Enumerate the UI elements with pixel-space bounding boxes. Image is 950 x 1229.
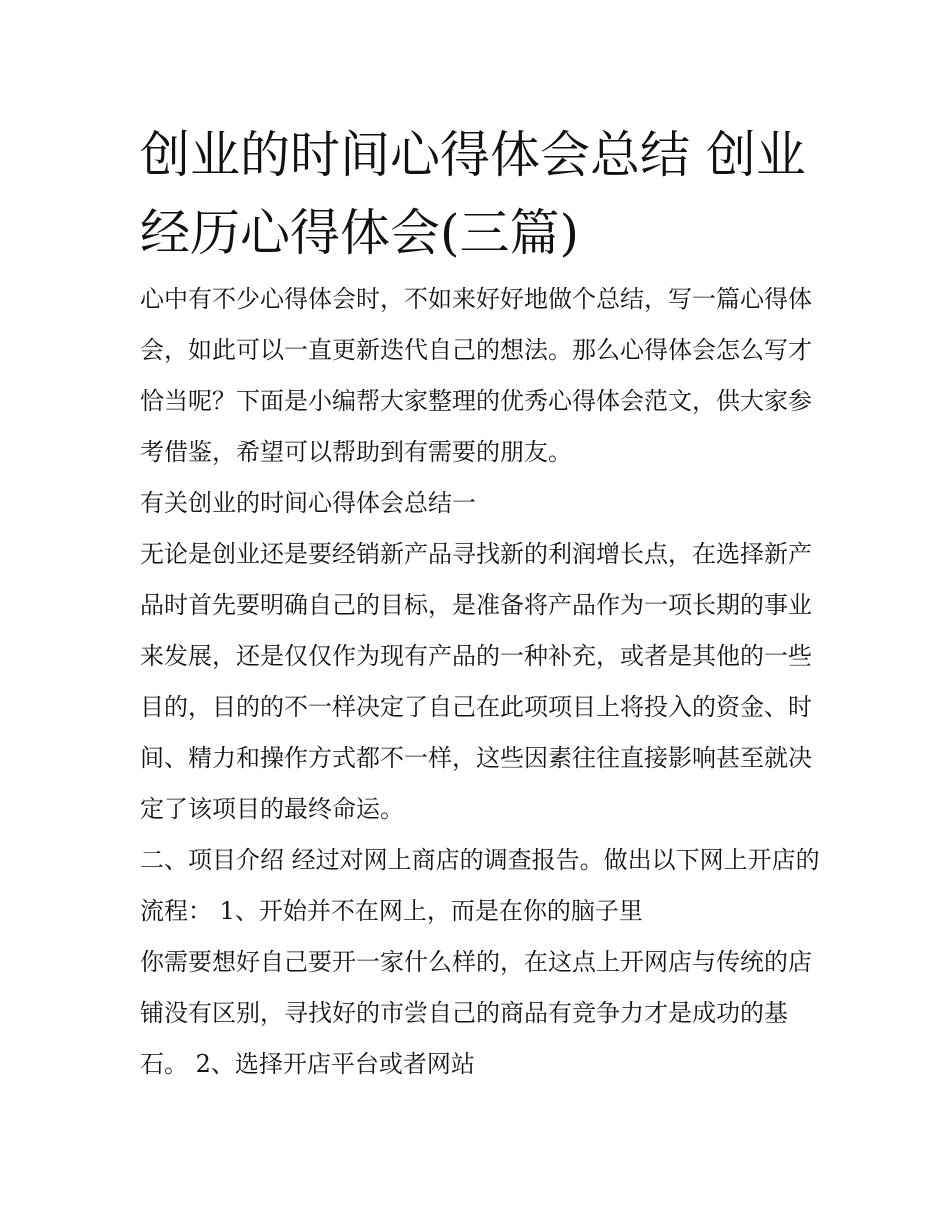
section-heading: 有关创业的时间心得体会总结一	[140, 489, 476, 517]
document-title: 创业的时间心得体会总结 创业经历心得体会(三篇)	[140, 126, 806, 262]
intro-paragraph: 心中有不少心得体会时，不如来好好地做个总结，写一篇心得体会，如此可以一直更新迭代自己的想法。那么心得体会怎么写才恰当呢？下面是小编帮大家整理的优秀心得体会范文，供大家参考借鉴，希望可以帮助到有需要的朋友。	[140, 285, 812, 466]
body-paragraph: 无论是创业还是要经销新产品寻找新的利润增长点，在选择新产品时首先要明确自己的目标，是准备将产品作为一项长期的事业来发展，还是仅仅作为现有产品的一种补充，或者是其他的一些目的，目的的不一样决定了自己在此项项目上将投入的资金、时间、精力和操作方式都不一样，这些因素往往直接影响甚至就决定了该项目的最终命运。	[140, 540, 812, 823]
body-paragraph: 你需要想好自己要开一家什么样的，在这点上开网店与传统的店铺没有区别，寻找好的市尝自己的商品有竞争力才是成功的基石。 2、选择开店平台或者网站	[140, 948, 812, 1078]
body-paragraph: 二、项目介绍 经过对网上商店的调查报告。做出以下网上开店的流程： 1、开始并不在网上，而是在你的脑子里	[140, 846, 820, 925]
document-body	[140, 274, 820, 1090]
